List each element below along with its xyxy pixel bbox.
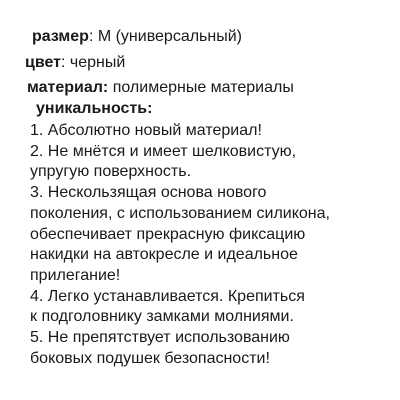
spec-color-label: цвет (25, 54, 61, 71)
uniqueness-line: 4. Легко устанавливается. Крепиться (30, 287, 305, 305)
spec-size-separator: : (88, 28, 98, 45)
uniqueness-list (30, 121, 330, 369)
uniqueness-line: поколения, с использованием силикона, (30, 204, 330, 222)
uniqueness-line: упругую поверхность. (30, 163, 192, 181)
uniqueness-line: обеспечивает прекрасную фиксацию (30, 225, 306, 243)
spec-size (32, 27, 242, 46)
uniqueness-line: прилегание! (30, 266, 121, 284)
spec-material-value: полимерные материалы (112, 79, 294, 96)
spec-material (27, 78, 294, 97)
uniqueness-line: накидки на автокресле и идеальное (30, 246, 298, 264)
uniqueness-line: боковых подушек безопасности! (30, 349, 270, 367)
uniqueness-line: 3. Нескользящая основа нового (30, 184, 267, 202)
uniqueness-line: 2. Не мнётся и имеет шелковистую, (30, 142, 297, 160)
uniqueness-line: 1. Абсолютно новый материал! (30, 122, 262, 139)
spec-size-label: размер (32, 28, 89, 45)
uniqueness-line: к подголовнику замками молниями. (30, 308, 294, 326)
spec-color (25, 53, 125, 72)
uniqueness-line: 5. Не препятствует использованию (30, 329, 290, 347)
spec-color-separator: : (60, 54, 70, 71)
spec-color-value: черный (69, 54, 126, 71)
spec-material-label: материал: (27, 79, 109, 96)
spec-size-value: М (универсальный) (97, 28, 242, 45)
uniqueness-heading: уникальность: (36, 100, 153, 117)
